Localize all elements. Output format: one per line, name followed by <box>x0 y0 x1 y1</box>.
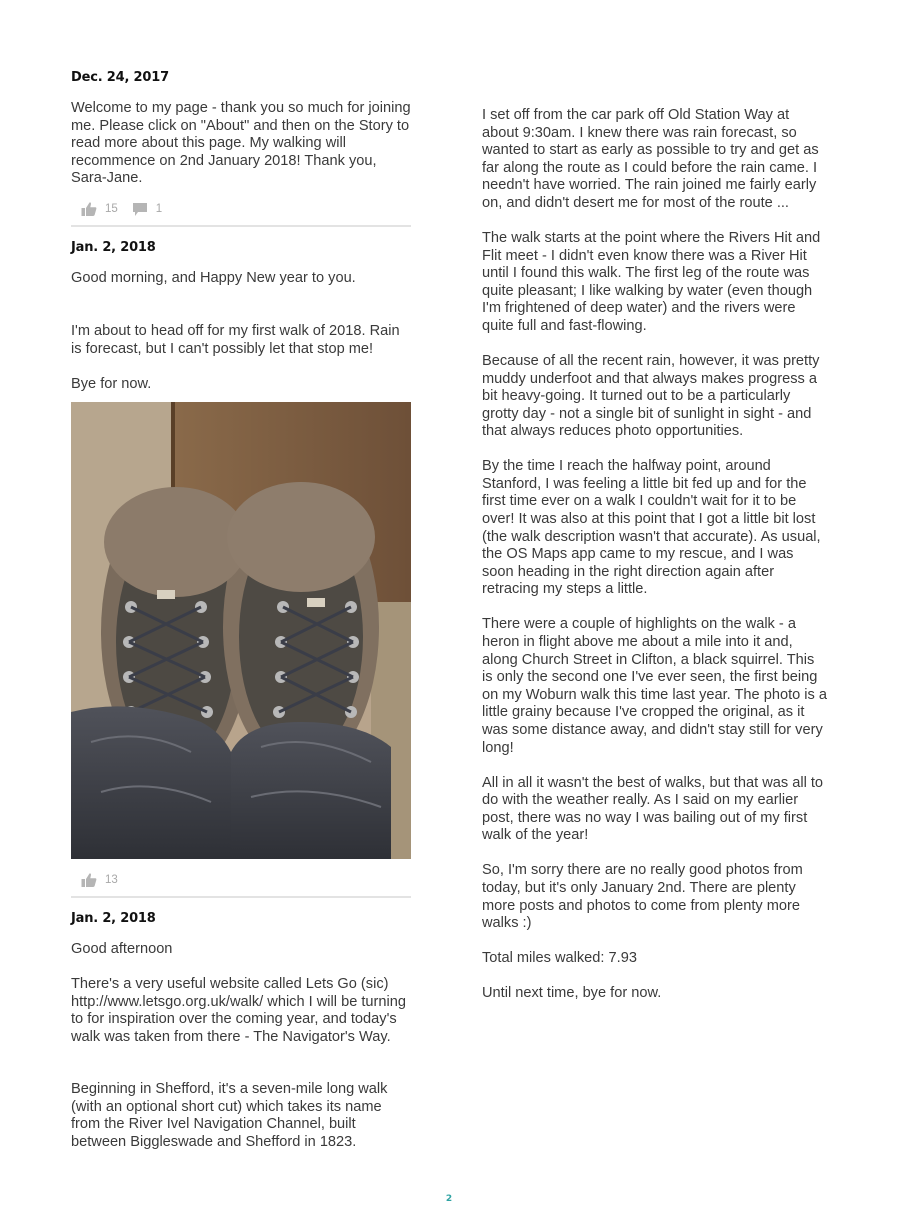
page-number: 2 <box>445 1194 453 1204</box>
post-paragraph: The walk starts at the point where the Rivers Hit and Flit meet - I didn't even know there was a River Hit until I found this walk. The first leg of the route was quite pleasant; I like walking by water (even though I'm frightened of deep water) and the rivers were quite full and fast-flowing. <box>482 229 821 334</box>
post-paragraph: I set off from the car park off Old Station Way at about 9:30am. I knew there was rain forecast, so wanted to start as early as possible to try and get as far along the route as I could before the rain came. I needn't have worried. The rain joined me fairly early on, and didn't desert me for most of the route ... <box>482 107 819 211</box>
post-signoff: Bye for now. <box>71 376 152 392</box>
post-date: Dec. 24, 2017 <box>71 70 169 85</box>
post-paragraph: Beginning in Shefford, it's a seven-mile long walk (with an optional short cut) which takes its name from the River Ivel Navigation Channel, built between Biggleswade and Shefford in 1823. <box>71 1081 388 1150</box>
post-greeting: Good morning, and Happy New year to you. <box>71 270 356 286</box>
post-paragraph: There were a couple of highlights on the walk - a heron in flight above me about a mile into it and, along Church Street in Clifton, a black squirrel. This is only the second one I've ever seen, the first being on my Woburn walk this time last year. The photo is a little grainy because I've cropped the original, as it was some distance away, and didn't stay still for very long! <box>482 616 828 756</box>
post-paragraph: There's a very useful website called Lets Go (sic) http://www.letsgo.org.uk/walk/ which I will be turning to for inspiration over the coming year, and today's walk was taken from there - The Navigator's Way. <box>71 976 406 1045</box>
total-miles: Total miles walked: 7.93 <box>482 950 637 967</box>
comment-count: 1 <box>155 203 163 215</box>
thumbs-up-icon[interactable] <box>81 201 97 217</box>
like-count: 15 <box>105 203 118 215</box>
thumbs-up-icon[interactable] <box>81 872 97 888</box>
post-signoff: Until next time, bye for now. <box>482 985 662 1002</box>
post-paragraph: All in all it wasn't the best of walks, but that was all to do with the weather really. As I said on my earlier post, there was no way I was bailing out of my first walk of the year! <box>482 774 824 844</box>
post-body: Welcome to my page - thank you so much for joining me. Please click on "About" and then on the Story to read more about this page. My walking will recommence on 2nd January 2018! Thank you, Sara-Jane. <box>71 100 411 187</box>
post-date: Jan. 2, 2018 <box>71 240 156 255</box>
post-reactions <box>81 871 118 889</box>
post-paragraph: Because of all the recent rain, however, it was pretty muddy underfoot and that always makes progress a bit heavy-going. It turned out to be a particularly grotty day - not a single bit of sunlight in sight - and that always reduces photo opportunities. <box>482 352 820 440</box>
right-column <box>482 107 827 1020</box>
comment-bubble-icon[interactable] <box>132 202 148 217</box>
post-reactions <box>81 200 162 218</box>
post-greeting: Good afternoon <box>71 941 173 957</box>
post-body: I'm about to head off for my first walk of 2018. Rain is forecast, but I can't possibly let that stop me! <box>71 323 400 357</box>
post-date: Jan. 2, 2018 <box>71 911 156 926</box>
like-count: 13 <box>105 874 118 886</box>
post-divider <box>71 225 411 227</box>
post-paragraph: So, I'm sorry there are no really good photos from today, but it's only January 2nd. There are plenty more posts and photos to come from plenty more walks :) <box>482 862 803 932</box>
post-divider <box>71 896 411 898</box>
walking-boots-photo[interactable] <box>71 402 411 859</box>
post-paragraph: By the time I reach the halfway point, around Stanford, I was feeling a little bit fed up and for the first time ever on a walk I couldn't wait for it to be over! It was also at this point that I got a little bit lost (the walk description wasn't that accurate). As usual, the OS Maps app came to my rescue, and I was soon heading in the right direction again after retracing my steps a little. <box>482 458 821 598</box>
